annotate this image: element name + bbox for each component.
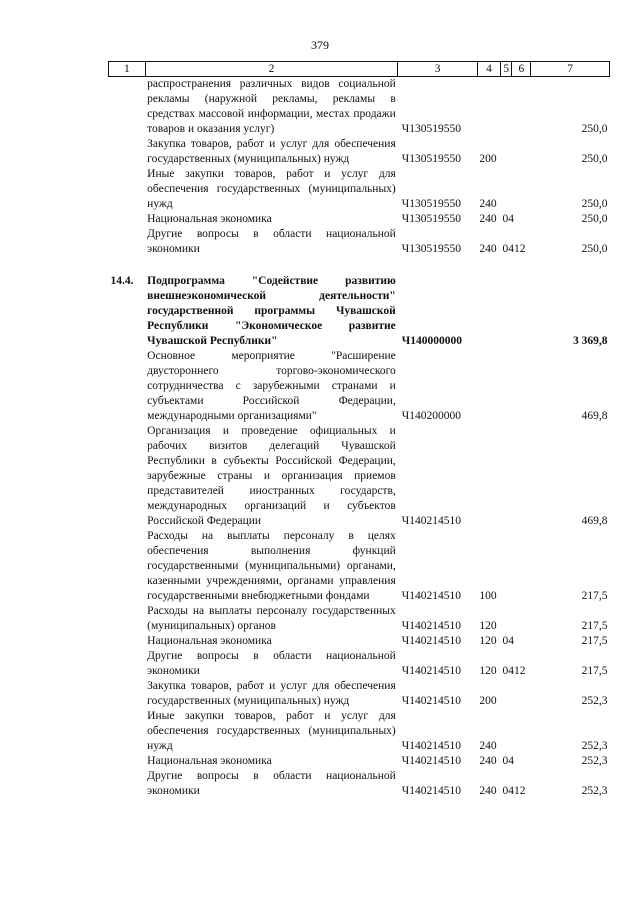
table-header-row: [109, 62, 610, 77]
amount: 250,0: [581, 153, 608, 165]
expense-type: [477, 349, 500, 424]
table-row: [109, 754, 610, 769]
item-number: [109, 349, 146, 424]
page-number: 379: [311, 38, 329, 52]
item-name: Другие вопросы в области национальной экономики: [147, 228, 396, 255]
expense-type: 240: [479, 198, 497, 210]
section-code: 04: [502, 755, 514, 767]
subsection-code: [512, 349, 531, 424]
item-number: [109, 709, 146, 754]
subsection-code: [512, 604, 531, 634]
expense-type: 240: [479, 243, 497, 255]
amount: 250,0: [581, 213, 608, 225]
target-code: Ч140214510: [401, 635, 461, 647]
section-code: [500, 274, 512, 349]
header-cell: 7: [531, 62, 610, 77]
header-cell: 3: [398, 62, 478, 77]
subsection-code: [512, 77, 531, 138]
item-name: Подпрограмма "Содействие развитию внешнеэкономической деятельности" государственной программы Чувашской Республики "Экономическое развитие Чувашской Республики": [147, 275, 396, 347]
table-row: [109, 769, 610, 799]
subsection-code: [512, 212, 531, 227]
table-row: [109, 274, 610, 349]
subsection-code: [512, 634, 531, 649]
header-cell: 5: [500, 62, 512, 77]
subsection-code: [512, 529, 531, 604]
subsection-code: [512, 424, 531, 529]
item-name: Организация и проведение официальных и рабочих визитов делегаций Чувашской Республики в субъекты Российской Федерации, зарубежные страны и организация приемов представителей иностранных государств, международных организаций и субъектов Российской Федерации: [147, 425, 396, 527]
expense-type: 100: [479, 590, 497, 602]
target-code: Ч130519550: [401, 198, 461, 210]
header-cell: 6: [512, 62, 531, 77]
table-row: [109, 679, 610, 709]
item-name: Иные закупки товаров, работ и услуг для обеспечения государственных (муниципальных) нужд: [147, 168, 396, 210]
expense-type: 240: [479, 755, 497, 767]
expense-type: 240: [479, 740, 497, 752]
expense-type: 120: [479, 620, 497, 632]
item-name: распространения различных видов социальной рекламы (наружной рекламы, рекламы в средствах массовой информации, местах продажи товаров и оказания услуг): [147, 78, 396, 135]
amount: 250,0: [581, 123, 608, 135]
section-code: [500, 349, 512, 424]
item-name: Национальная экономика: [147, 755, 272, 767]
target-code: Ч130519550: [401, 243, 461, 255]
amount: 252,3: [581, 755, 608, 767]
subsection-code: [512, 679, 531, 709]
table-row: [109, 634, 610, 649]
table-row: [109, 167, 610, 212]
item-number: [109, 167, 146, 212]
item-number: [109, 649, 146, 679]
expense-type: 240: [479, 213, 497, 225]
expense-type: 120: [479, 635, 497, 647]
item-name: Иные закупки товаров, работ и услуг для обеспечения государственных (муниципальных) нужд: [147, 710, 396, 752]
target-code: Ч140214510: [401, 695, 461, 707]
subsection-code: [512, 709, 531, 754]
item-number: [109, 424, 146, 529]
expense-type: 240: [479, 785, 497, 797]
subsection-code: [512, 137, 531, 167]
subsection-code: 12: [513, 785, 526, 797]
amount: 217,5: [581, 590, 608, 602]
amount: 217,5: [581, 620, 608, 632]
section-code: 04: [502, 635, 514, 647]
item-name: Закупка товаров, работ и услуг для обеспечения государственных (муниципальных) нужд: [147, 680, 396, 707]
amount: 469,8: [581, 515, 608, 527]
item-name: Национальная экономика: [147, 213, 272, 225]
subsection-code: 12: [513, 665, 526, 677]
target-code: Ч140214510: [401, 740, 461, 752]
table-row: [109, 212, 610, 227]
expense-type: 200: [479, 695, 497, 707]
item-number: [109, 212, 146, 227]
item-number: [109, 604, 146, 634]
target-code: Ч140000000: [401, 335, 462, 347]
section-code: [500, 679, 512, 709]
item-name: Другие вопросы в области национальной экономики: [147, 650, 396, 677]
item-name: Расходы на выплаты персоналу государственных (муниципальных) органов: [147, 605, 396, 632]
table-row: [109, 424, 610, 529]
target-code: Ч140214510: [401, 620, 461, 632]
section-code: 04: [502, 665, 514, 677]
table-row: [109, 137, 610, 167]
section-code: [500, 77, 512, 138]
section-code: [500, 604, 512, 634]
section-code: [500, 529, 512, 604]
section-code: 04: [502, 213, 514, 225]
section-code: 04: [502, 785, 514, 797]
section-code: [500, 424, 512, 529]
target-code: Ч130519550: [401, 123, 461, 135]
amount: 250,0: [581, 243, 608, 255]
amount: 217,5: [581, 665, 608, 677]
item-number: 14.4.: [110, 275, 134, 287]
section-code: 04: [502, 243, 514, 255]
amount: 252,3: [581, 695, 608, 707]
header-cell: 2: [145, 62, 398, 77]
table-row: [109, 77, 610, 138]
item-name: Основное мероприятие "Расширение двустороннего торгово-экономического сотрудничества с зарубежными странами и субъектами Российской Федерации, международными организациями": [147, 350, 396, 422]
amount: 469,8: [581, 410, 608, 422]
item-number: [109, 137, 146, 167]
target-code: Ч140214510: [401, 755, 461, 767]
item-number: [109, 679, 146, 709]
item-name: Расходы на выплаты персоналу в целях обеспечения выполнения функций государственными (муниципальными) органами, казенными учреждениями, органами управления государственными внебюджетными фондами: [147, 530, 396, 602]
amount: 252,3: [581, 785, 608, 797]
table-row: [109, 604, 610, 634]
header-cell: 4: [477, 62, 500, 77]
table-row: [109, 349, 610, 424]
target-code: Ч140214510: [401, 515, 461, 527]
table-row: [109, 649, 610, 679]
target-code: Ч130519550: [401, 153, 461, 165]
item-name: Закупка товаров, работ и услуг для обеспечения государственных (муниципальных) нужд: [147, 138, 396, 165]
amount: 217,5: [581, 635, 608, 647]
budget-table: [108, 61, 610, 799]
item-number: [109, 754, 146, 769]
item-name: Национальная экономика: [147, 635, 272, 647]
section-code: [500, 167, 512, 212]
item-number: [109, 77, 146, 138]
subsection-code: [512, 167, 531, 212]
subsection-code: [512, 754, 531, 769]
expense-type: [477, 77, 500, 138]
target-code: Ч140214510: [401, 665, 461, 677]
item-number: [109, 769, 146, 799]
expense-type: [477, 424, 500, 529]
section-code: [500, 709, 512, 754]
table-row: [109, 529, 610, 604]
target-code: Ч130519550: [401, 213, 461, 225]
expense-type: [477, 274, 500, 349]
table-row: [109, 709, 610, 754]
item-number: [109, 634, 146, 649]
expense-type: 200: [479, 153, 497, 165]
target-code: Ч140200000: [401, 410, 461, 422]
item-number: [109, 227, 146, 257]
item-name: Другие вопросы в области национальной экономики: [147, 770, 396, 797]
amount: 252,3: [581, 740, 608, 752]
subsection-code: 12: [513, 243, 526, 255]
section-code: [500, 137, 512, 167]
amount: 250,0: [581, 198, 608, 210]
table-row: [109, 227, 610, 257]
spacer-row: [109, 257, 610, 274]
item-number: [109, 529, 146, 604]
amount: 3 369,8: [573, 335, 608, 347]
subsection-code: [512, 274, 531, 349]
expense-type: 120: [479, 665, 497, 677]
target-code: Ч140214510: [401, 785, 461, 797]
target-code: Ч140214510: [401, 590, 461, 602]
header-cell: 1: [109, 62, 146, 77]
